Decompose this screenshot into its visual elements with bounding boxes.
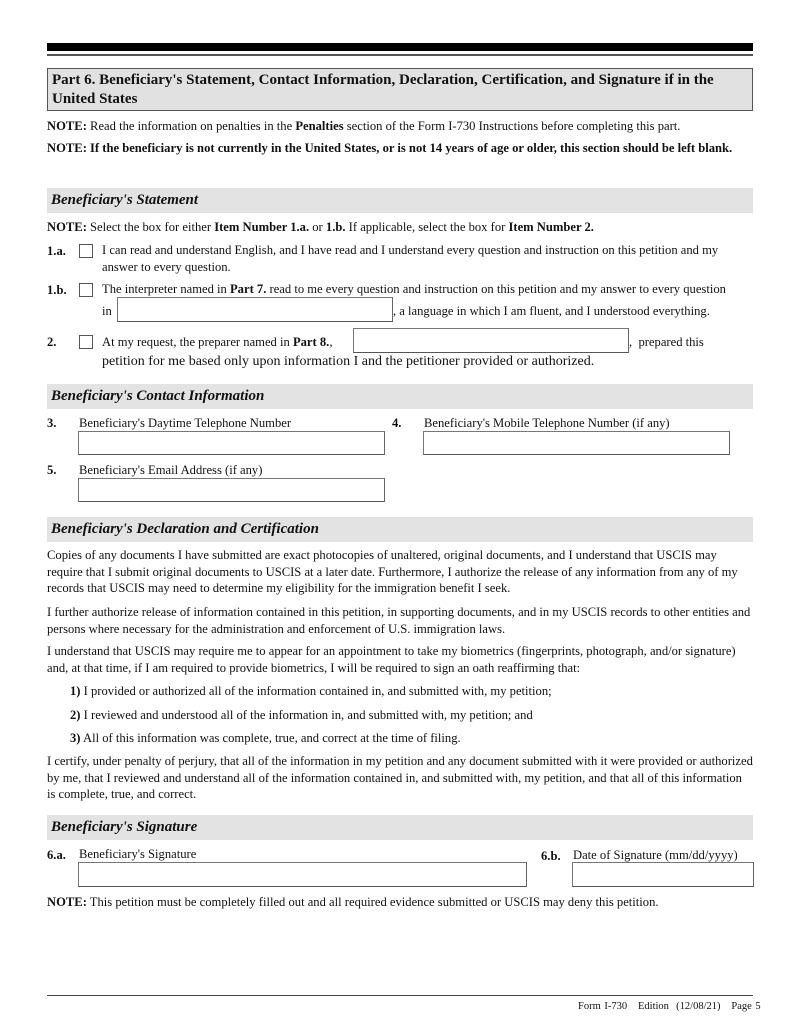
item-2-text: At my request, the preparer named in Part 8., bbox=[102, 335, 333, 349]
oath-item-1: 1) I provided or authorized all of the information contained in, and submitted with, my petition; bbox=[70, 684, 552, 698]
signature-date-field[interactable] bbox=[572, 862, 754, 887]
item-1a-text: I can read and understand English, and I have read and I understand every question and instruction on this petition and my answer to every question. bbox=[102, 243, 719, 274]
declaration-paragraph-1: Copies of any documents I have submitted are exact photocopies of unaltered, original documents, and I understand that USCIS may require that I submit original documents to USCIS at a later date. Furthermore, I authorize the release of any information from any of my records that USCIS may need to determine my eligibility for the immigration benefit I seek. bbox=[47, 548, 738, 596]
declaration-paragraph-2: I further authorize release of information contained in this petition, in supporting documents, and in my USCIS records to other entities and persons where necessary for the administration and enforcement of U.S. immigration laws. bbox=[47, 605, 751, 636]
item-4-label: Beneficiary's Mobile Telephone Number (if any) bbox=[424, 416, 670, 430]
item-3-number: 3. bbox=[47, 416, 57, 430]
item-4-number: 4. bbox=[392, 416, 402, 430]
email-field[interactable] bbox=[78, 478, 385, 502]
item-6b-number: 6.b. bbox=[541, 849, 561, 863]
item-3-label: Beneficiary's Daytime Telephone Number bbox=[79, 416, 292, 430]
oath-item-3: 3) All of this information was complete, true, and correct at the time of filing. bbox=[70, 731, 461, 745]
item-5-label: Beneficiary's Email Address (if any) bbox=[79, 463, 263, 477]
penalties-note: NOTE: Read the information on penalties in the Penalties section of the Form I-730 Instructions before completing this part. bbox=[47, 119, 681, 133]
item-6a-label: Beneficiary's Signature bbox=[79, 847, 197, 861]
item-1b-after-field: , a language in which I am fluent, and I understood everything. bbox=[393, 304, 710, 318]
page-footer: Form I-730 Edition (12/08/21) Page 5 bbox=[578, 1001, 761, 1012]
certification-paragraph: I certify, under penalty of perjury, that all of the information in my petition and any document submitted with it were provided or authorized by me, that I reviewed and understand all of the information contained in, and submitted with, my petition, and that all of this information is complete, true, and correct. bbox=[47, 754, 753, 802]
contact-section-heading: Beneficiary's Contact Information bbox=[47, 384, 753, 409]
statement-section-heading: Beneficiary's Statement bbox=[47, 188, 753, 213]
item-1b-number: 1.b. bbox=[47, 283, 67, 297]
part-6-header bbox=[47, 68, 753, 111]
item-1b-text: The interpreter named in Part 7. read to me every question and instruction on this petition and my answer to every question bbox=[102, 282, 726, 296]
part-title-line2: United States bbox=[52, 91, 138, 107]
item-1a-checkbox[interactable] bbox=[79, 244, 93, 258]
item-2-after-field: , prepared this bbox=[629, 335, 704, 349]
item-1a-number: 1.a. bbox=[47, 244, 66, 258]
declaration-paragraph-3: I understand that USCIS may require me to appear for an appointment to take my biometrics (fingerprints, photograph, and/or signature) and, at that time, if I am required to provide biometrics, I will be required to sign an oath reaffirming that: bbox=[47, 644, 736, 675]
beneficiary-signature-field[interactable] bbox=[78, 862, 527, 887]
part-title-line1: Part 6. Beneficiary's Statement, Contact Information, Declaration, Certification, and Signature if in the bbox=[52, 72, 714, 88]
item-6a-number: 6.a. bbox=[47, 848, 66, 862]
item-5-number: 5. bbox=[47, 463, 57, 477]
oath-item-2: 2) I reviewed and understood all of the information in, and submitted with, my petition; and bbox=[70, 708, 533, 722]
item-1b-checkbox[interactable] bbox=[79, 283, 93, 297]
item-2-number: 2. bbox=[47, 335, 57, 349]
preparer-name-field[interactable] bbox=[353, 328, 629, 353]
top-thin-rule bbox=[47, 54, 753, 56]
top-thick-rule bbox=[47, 43, 753, 51]
item-6b-label: Date of Signature (mm/dd/yyyy) bbox=[573, 848, 738, 862]
not-in-us-note: NOTE: If the beneficiary is not currently in the United States, or is not 14 years of age or older, this section should be left blank. bbox=[47, 141, 733, 155]
signature-section-heading: Beneficiary's Signature bbox=[47, 815, 753, 840]
footer-rule bbox=[47, 995, 753, 996]
item-2-checkbox[interactable] bbox=[79, 335, 93, 349]
declaration-section-heading: Beneficiary's Declaration and Certification bbox=[47, 517, 753, 542]
item-1b-in-label: in bbox=[102, 304, 112, 318]
mobile-phone-field[interactable] bbox=[423, 431, 730, 455]
interpreter-language-field[interactable] bbox=[117, 297, 393, 322]
statement-note: NOTE: Select the box for either Item Number 1.a. or 1.b. If applicable, select the box for Item Number 2. bbox=[47, 220, 594, 234]
daytime-phone-field[interactable] bbox=[78, 431, 385, 455]
final-note: NOTE: This petition must be completely filled out and all required evidence submitted or USCIS may deny this petition. bbox=[47, 895, 659, 909]
item-2-line2: petition for me based only upon information I and the petitioner provided or authorized. bbox=[102, 354, 595, 369]
